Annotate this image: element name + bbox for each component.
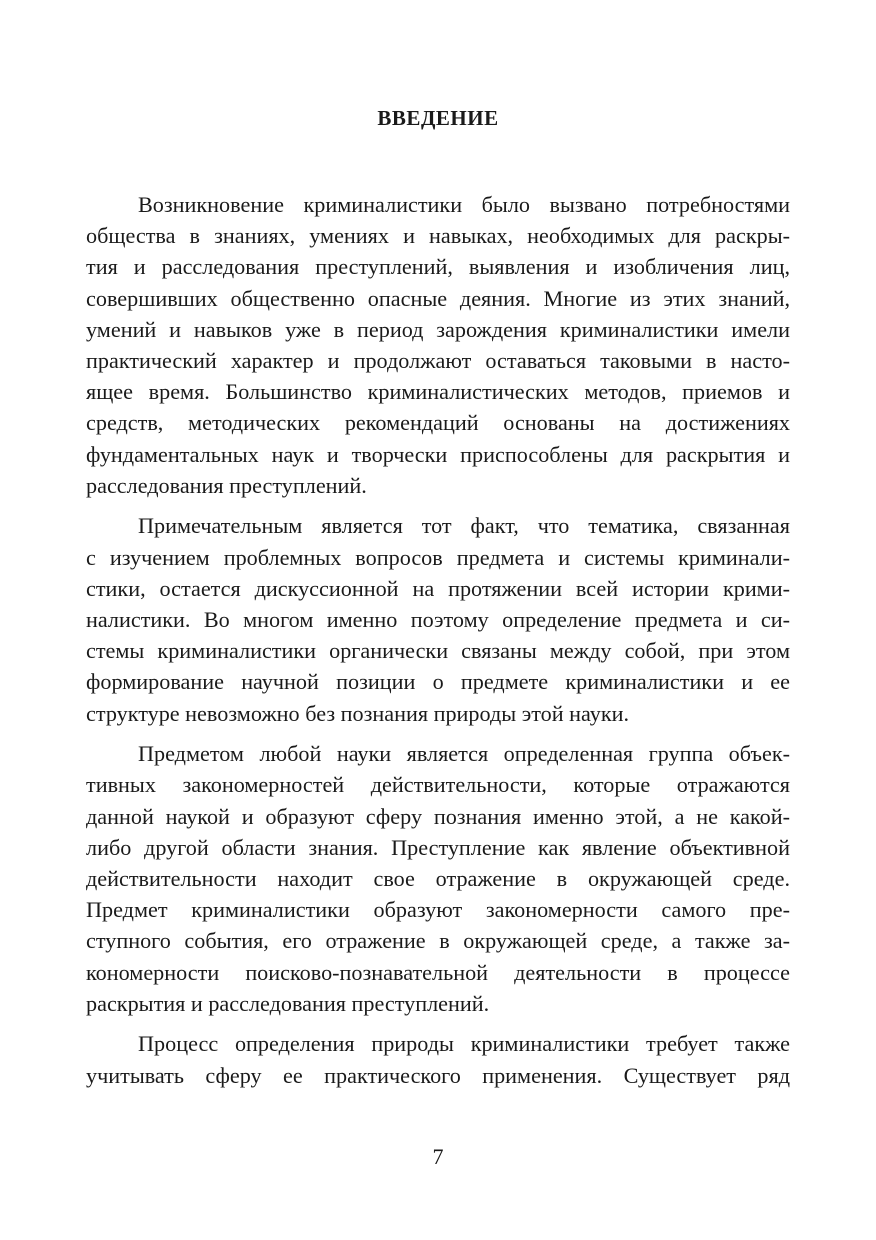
paragraph-4 [86,1028,790,1090]
text-line: действительности находит свое отражение в окружающей среде. [86,865,790,891]
paragraph-3 [86,738,790,1019]
page-body [86,189,790,1100]
text-line: Примечательным является тот факт, что тематика, связанная [138,513,790,539]
text-line: учитывать сферу ее практического применения. Существует ряд [86,1062,790,1088]
text-line: кономерности поисково-познавательной деятельности в процессе [86,959,790,985]
text-line: либо другой области знания. Преступление как явление объективной [86,834,790,860]
text-line: Процесс определения природы криминалистики требует также [138,1031,790,1057]
text-line: общества в знаниях, умениях и навыках, необходимых для раскры- [86,223,790,249]
paragraph-2 [86,510,790,728]
page-number: 7 [432,1144,444,1169]
text-line: умений и навыков уже в период зарождения криминалистики имели [86,316,790,342]
text-line: раскрытия и расследования преступлений. [86,990,490,1016]
text-line: тия и расследования преступлений, выявления и изобличения лиц, [86,254,790,280]
text-line: Возникновение криминалистики было вызвано потребностями [138,192,790,217]
text-line: расследования преступлений. [86,472,367,498]
book-page [86,0,790,1240]
text-line: ступного события, его отражение в окружающей среде, а также за- [86,928,790,954]
text-line: данной наукой и образуют сферу познания именно этой, а не какой- [86,803,790,829]
text-line: Предмет криминалистики образуют закономерности самого пре- [86,897,790,923]
text-line: стемы криминалистики органически связаны между собой, при этом [86,638,790,664]
text-line: средств, методических рекомендаций основаны на достижениях [86,410,790,436]
text-line: фундаментальных наук и творчески приспособлены для раскрытия и [86,441,790,467]
text-line: налистики. Во многом именно поэтому определение предмета и си- [86,606,790,632]
text-line: совершивших общественно опасные деяния. Многие из этих знаний, [86,285,790,311]
text-line: тивных закономерностей действительности, которые отражаются [86,772,790,798]
text-line: формирование научной позиции о предмете криминалистики и ее [86,669,790,695]
text-line: структуре невозможно без познания природы этой науки. [86,700,630,726]
text-line: Предметом любой науки является определенная группа объек- [138,741,790,767]
text-line: стики, остается дискуссионной на протяжении всей истории крими- [86,575,790,601]
paragraph-1 [86,189,790,501]
chapter-title: ВВЕДЕНИЕ [377,106,499,130]
text-line: практический характер и продолжают оставаться таковыми в насто- [86,347,790,373]
text-line: с изучением проблемных вопросов предмета и системы криминали- [86,544,790,570]
text-line: ящее время. Большинство криминалистических методов, приемов и [86,379,790,405]
